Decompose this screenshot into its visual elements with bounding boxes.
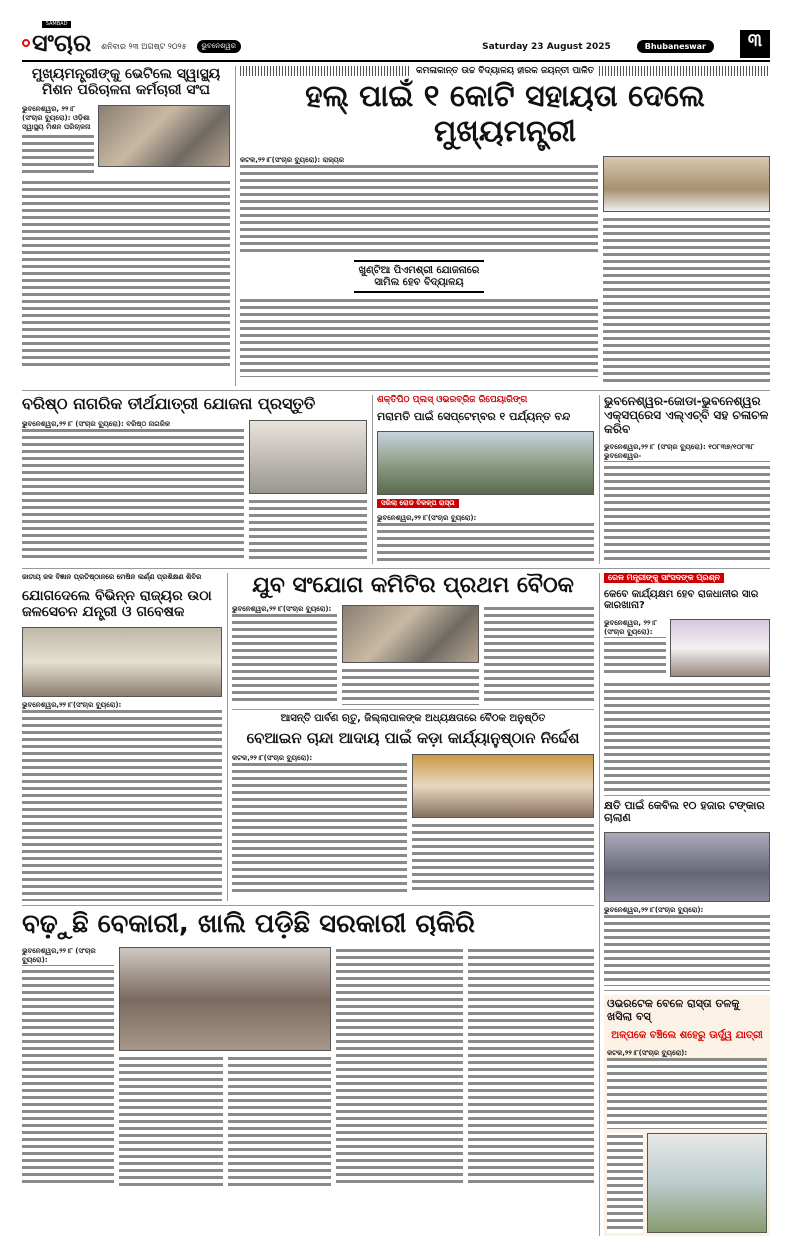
body-text <box>607 1133 643 1233</box>
kicker: ରେଳ ମନ୍ତ୍ରୀଙ୍କୁ ସାଂସଦଙ୍କ ପ୍ରଶ୍ନ <box>604 573 724 583</box>
lead-text: ଭୁବନେଶ୍ୱର,୨୨।୮(ସଂଚାର ବ୍ୟୁରୋ): <box>22 701 222 710</box>
body-text <box>336 947 463 1187</box>
kicker-bar <box>240 66 770 76</box>
headline: ବଢ଼ୁଛି ବେକାରୀ, ଖାଲି ପଡ଼ିଛି ସରକାରୀ ଚାକିରି <box>22 908 475 939</box>
headline: ବେଆଇନ ଚାନ୍ଦା ଆଦାୟ ପାଇଁ କଡ଼ା କାର୍ଯ୍ୟାନୁଷ୍ଠାନ ନିର୍ଦ୍ଦେଶ <box>246 728 580 747</box>
lead-text: ଭୁବନେଶ୍ୱର,୨୨।୮ (ସଂଚାର ବ୍ୟୁରୋ): ବରିଷ୍ଠ ନାଗରିକ <box>22 420 244 429</box>
body-text <box>22 701 222 901</box>
photo <box>412 754 594 818</box>
lead-text: ଭୁବନେଶ୍ୱର,୨୨।୮(ସଂଚାର ବ୍ୟୁରୋ): <box>604 906 770 915</box>
body-text <box>22 179 230 369</box>
lead-text: କଟକ,୨୨।୮(ସଂଚାର ବ୍ୟୁରୋ): <box>232 754 407 763</box>
body-text <box>603 216 770 386</box>
headline: ବରିଷ୍ଠ ନାଗରିକ ତୀର୍ଥଯାତ୍ରୀ ଯୋଜନା ପ୍ରସ୍ତୁତି <box>22 394 316 413</box>
story-train <box>599 395 770 564</box>
kicker: କମଳାକାନ୍ତ ଉଚ୍ଚ ବିଦ୍ୟାଳୟ ହୀରକ ଜୟନ୍ତୀ ପାଳିତ <box>415 66 595 76</box>
body-text <box>377 514 594 564</box>
photo <box>647 1133 767 1233</box>
body-text <box>412 822 594 894</box>
body-text <box>22 105 94 175</box>
photo <box>603 156 770 212</box>
lead-text: ଭୁବନେଶ୍ୱର, ୨୨।୮ (ସଂଚାର ବ୍ୟୁରୋ): <box>604 619 666 637</box>
body-text <box>607 1049 767 1129</box>
photo <box>22 627 222 697</box>
body-text <box>342 667 479 705</box>
headline: ଯୁବ ସଂଯୋଗ କମିଟିର ପ୍ରଥମ ବୈଠକ <box>252 572 574 598</box>
lead-text: କଟକ,୨୨।୮(ସଂଚାର ବ୍ୟୁରୋ): <box>607 1049 767 1058</box>
story-youth <box>232 573 594 705</box>
body-text <box>604 443 770 563</box>
story-jobs <box>22 910 594 1187</box>
headline: କେବେ କାର୍ଯ୍ୟକ୍ଷମ ହେବ ରାଜଧାନୀର ସାର କାରଖାନା? <box>604 588 759 612</box>
body-text <box>604 906 770 986</box>
kicker: ଜାତୀୟ ଜଳ ବିଜ୍ଞାନ ପ୍ରତିଷ୍ଠାନରେ ମେଷିନ ଲର୍ଣ୍ଣ ପ୍ରଶିକ୍ଷଣ ଶିବିର <box>22 572 202 581</box>
body-text <box>232 754 407 894</box>
body-text <box>228 1055 332 1187</box>
body-text <box>232 605 337 705</box>
headline: ମରାମତି ପାଇଁ ସେପ୍ଟେମ୍ବର ୧ ପର୍ଯ୍ୟନ୍ତ ବନ୍ଦ <box>377 410 571 423</box>
lead-text: ଭୁବନେଶ୍ୱର,୨୨।୮(ସଂଚାର ବ୍ୟୁରୋ): <box>377 514 594 523</box>
body-text <box>484 605 594 705</box>
lead-text: ଭୁବନେଶ୍ୱର, ୨୨।୮ (ସଂଚାର ବ୍ୟୁରୋ): ଓଡ଼ିଶା ସ୍ୱାସ୍ଥ୍ୟ ମିଶନ ପରିଚାଳନା <box>22 105 94 132</box>
photo <box>249 420 367 494</box>
edition-badge: ଭୁବନେଶ୍ୱର <box>197 40 241 53</box>
date: Saturday 23 August 2025 <box>482 42 611 52</box>
headline: କ୍ଷତି ପାଇଁ କେବିଲ ୧୦ ହଜାର ଟଙ୍କାର ଚାଲାଣ <box>604 798 765 825</box>
body-text <box>22 420 244 560</box>
lead-text: ଭୁବନେଶ୍ୱର,୨୨।୮ (ସଂଚାର ବ୍ୟୁରୋ): <box>22 947 114 965</box>
photo-label: ସରିଲା ରୋଡ ବିକଳ୍ପ ରାସ୍ତା <box>377 499 459 508</box>
headline: ଯୋଗଦେଲେ ବିଭିନ୍ନ ରାଜ୍ୟର ଉଠା ଜଳସେଚନ ଯନ୍ତ୍ରୀ ଓ ଗବେଷକ <box>22 587 212 620</box>
photo <box>342 605 479 663</box>
odia-date: ଶନିବାର ୨୩ ଅଗଷ୍ଟ ୨୦୨୫ <box>101 42 187 51</box>
story-fertilizer <box>604 573 770 796</box>
photo <box>377 431 594 495</box>
row-second <box>22 391 770 569</box>
brand-small: SAMBAD <box>42 21 72 28</box>
row-lower <box>22 569 770 1236</box>
body-text <box>119 1055 223 1187</box>
masthead <box>22 0 770 62</box>
body-text <box>249 498 367 560</box>
city-badge: Bhubaneswar <box>637 40 714 53</box>
logo-block <box>22 21 91 58</box>
story-pilgrim <box>22 395 367 564</box>
headline: ଓଭରଟେକ ବେଳେ ରାସ୍ତା ତଳକୁ ଖସିଲା ବସ୍ <box>607 996 740 1023</box>
page-number: ୩ <box>740 30 770 58</box>
photo <box>98 105 230 167</box>
logo: ସଂଚାର <box>32 29 92 57</box>
body-text <box>22 947 114 1187</box>
story-fine <box>604 800 770 991</box>
story-training <box>22 573 222 901</box>
lead-text: ଭୁବନେଶ୍ୱର,୨୨।୮(ସଂଚାର ବ୍ୟୁରୋ): <box>232 605 337 614</box>
story-bus <box>604 995 770 1236</box>
lead-text: କଟକ,୨୨।୮(ସଂଚାର ବ୍ୟୁରୋ): ରାଜ୍ୟର <box>240 156 598 165</box>
story-bridge <box>372 395 594 564</box>
kicker: ଶକ୍ତିପିଠ ପ୍ଲସ୍ ଓଭରବ୍ରିଜ ରିପେୟାରିଙ୍ଗ <box>377 395 528 405</box>
body-text <box>240 156 598 256</box>
photo <box>119 947 331 1051</box>
headline: ହଲ୍ ପାଇଁ ୧ କୋଟି ସହାୟତା ଦେଲେ ମୁଖ୍ୟମନ୍ତ୍ରୀ <box>305 79 705 149</box>
kicker: ଆସନ୍ତି ପାର୍ବଣ ଋତୁ, ଜିଲ୍ଲାପାଳଙ୍କ ଅଧ୍ୟକ୍ଷତାରେ ବୈଠକ ଅନୁଷ୍ଠିତ <box>280 712 546 724</box>
lead-text: ଭୁବନେଶ୍ୱର,୨୨।୮ (ସଂଚାର ବ୍ୟୁରୋ): ୧୦୮୩୭/୧୦୮୩୮ ଭୁବନେଶ୍ୱର- <box>604 443 770 461</box>
photo <box>604 832 770 902</box>
body-text <box>240 297 598 377</box>
body-text <box>468 947 595 1187</box>
row-top <box>22 62 770 391</box>
body-text <box>604 619 666 677</box>
photo <box>670 619 770 677</box>
story-health <box>22 66 230 386</box>
headline: ମୁଖ୍ୟମନ୍ତ୍ରୀଙ୍କୁ ଭେଟିଲେ ସ୍ୱାସ୍ଥ୍ୟ ମିଶନ ପରିଚାଳନା କର୍ମଚାରୀ ସଂଘ <box>31 66 221 99</box>
subheadline: ଖୁଣ୍ଟିଆ ପିଏମଶ୍ରୀ ଯୋଜନାରେ ସାମିଲ ହେବ ବିଦ୍ୟାଳୟ <box>354 260 484 293</box>
headline: ଭୁବନେଶ୍ୱର-ଜୋଡା-ଭୁବନେଶ୍ୱର ଏକ୍ସପ୍ରେସ ଏଲ୍‌ଏଚ୍‌ବି ସହ ଚଳାଚଳ କରିବ <box>604 394 769 436</box>
subheadline: ଅଳ୍ପକେ ବଞ୍ଚିଲେ ଶହେରୁ ଊର୍ଦ୍ଧ୍ୱ ଯାତ୍ରୀ <box>611 1030 763 1042</box>
story-festival <box>232 709 594 894</box>
story-main <box>235 66 770 386</box>
body-text <box>604 681 770 791</box>
logo-dot-icon <box>22 39 30 47</box>
